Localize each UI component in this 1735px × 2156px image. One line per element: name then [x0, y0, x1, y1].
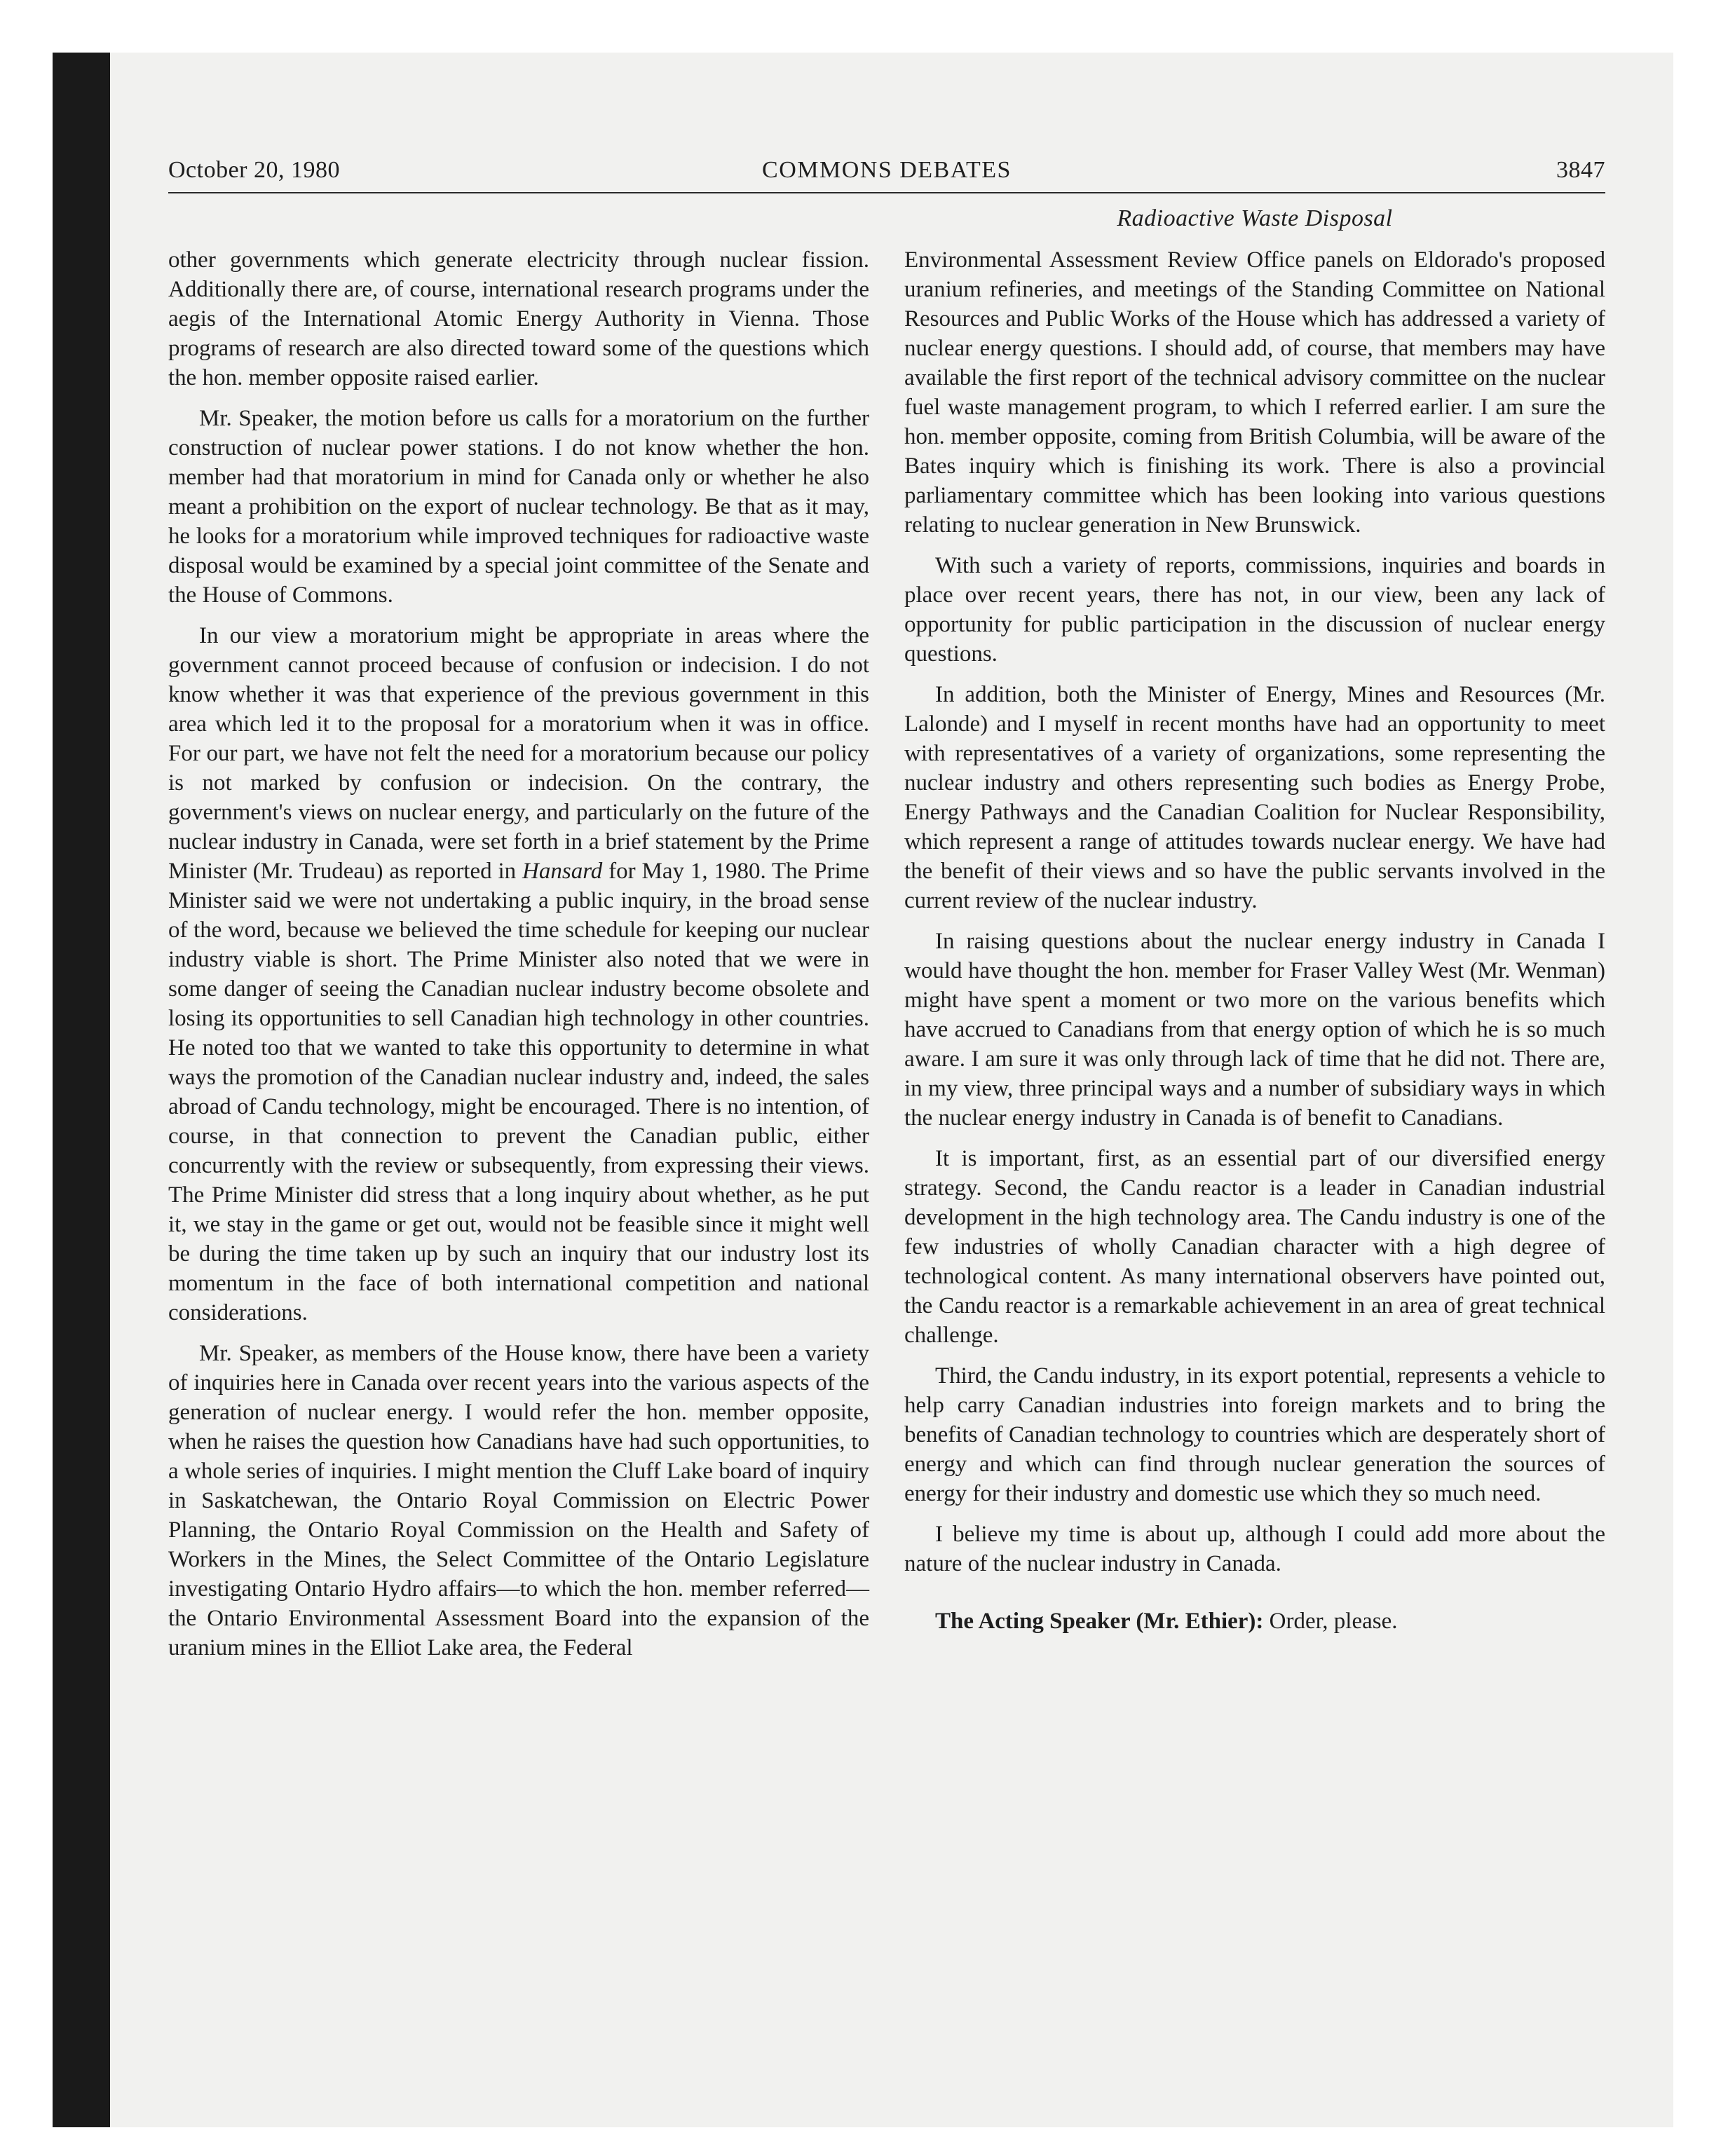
subject-heading: Radioactive Waste Disposal [1117, 205, 1393, 231]
header-page-number: 3847 [1556, 157, 1605, 183]
speaker-name: The Acting Speaker (Mr. Ethier): [935, 1609, 1264, 1634]
paragraph: I believe my time is about up, although I could add more about the nature of the nuclear industry in Canada. [904, 1522, 1605, 1576]
paragraph: In addition, both the Minister of Energy, Mines and Resources (Mr. Lalonde) and I myself in recent months have had an opportunity to meet with representatives of a variety of organizations, some representing the nuclear industry and others representing such bodies as Energy Probe, Energy Pathways and the Canadian Coalition for Nuclear Responsibility, which represent a range of attitudes towards nuclear energy. We have had the benefit of their views and so have the public servants involved in the current review of the nuclear industry. [904, 682, 1605, 913]
paragraph: Mr. Speaker, the motion before us calls for a moratorium on the further construction of nuclear power stations. I do not know whether the hon. member had that moratorium in mind for Canada only or whether he also meant a prohibition on the export of nuclear technology. Be that as it may, he looks for a moratorium while improved techniques for radioactive waste disposal would be examined by a special joint committee of the Senate and the House of Commons. [168, 406, 869, 608]
paragraph: Mr. Speaker, as members of the House know, there have been a variety of inquiries here in Canada over recent years into the various aspects of the generation of nuclear energy. I would refer the hon. member opposite, when he raises the question how Canadians have had such opportunities, to a whole series of inquiries. I might mention the Cluff Lake board of inquiry in Saskatchewan, the Ontario Royal Commission on Electric Power Planning, the Ontario Royal Commission on the Health and Safety of Workers in the Mines, the Select Committee of the Ontario Legislature investigating Ontario Hydro affairs—to which the hon. member referred—the Ontario Environmental Assessment Board into the expansion of the uranium mines in the Elliot Lake area, the Federal [168, 1341, 869, 1660]
paragraph: In raising questions about the nuclear energy industry in Canada I would have thought the hon. member for Fraser Valley West (Mr. Wenman) might have spent a moment or two more on the various benefits which have accrued to Canadians from that energy option of which he is so much aware. I am sure it was only through lack of time that he did not. There are, in my view, three principal ways and a number of subsidiary ways in which the nuclear energy industry in Canada is of benefit to Canadians. [904, 929, 1605, 1131]
paragraph-text: In our view a moratorium might be appropriate in areas where the government cannot proceed because of confusion or indecision. I do not know whether it was that experience of the previous government in this area which led it to the proposal for a moratorium when it was in office. For our part, we have not felt the need for a moratorium because our policy is not marked by confusion or indecision. On the contrary, the government's views on nuclear energy, and particularly on the future of the nuclear industry in Canada, were set forth in a brief statement by the Prime Minister (Mr. Trudeau) as reported in [168, 623, 869, 884]
paragraph: Environmental Assessment Review Office panels on Eldorado's proposed uranium refineries, and meetings of the Standing Committee on National Resources and Public Works of the House which has addressed a variety of nuclear energy questions. I should add, of course, that members may have available the first report of the technical advisory committee on the nuclear fuel waste management program, to which I referred earlier. I am sure the hon. member opposite, coming from British Columbia, will be aware of the Bates inquiry which is finishing its work. There is also a provincial parliamentary committee which has been looking into various questions relating to nuclear generation in New Brunswick. [904, 247, 1605, 538]
header-date: October 20, 1980 [168, 157, 341, 183]
paragraph: It is important, first, as an essential part of our diversified energy strategy. Second, the Candu reactor is a leader in Canadian industrial development in the high technology area. The Candu industry is one of the few industries of wholly Canadian character with a high degree of technological content. As many international observers have pointed out, the Candu reactor is a remarkable achievement in an area of great technical challenge. [904, 1146, 1605, 1348]
speaker-line [904, 1606, 1605, 1636]
hansard-reference: Hansard [522, 859, 603, 884]
right-column [904, 245, 1605, 1647]
page-header [168, 154, 1605, 193]
left-column [168, 245, 869, 1674]
paragraph: other governments which generate electricity through nuclear fission. Additionally there are, of course, international research programs under the aegis of the International Atomic Energy Authority in Vienna. Those programs of research are also directed toward some of the questions which the hon. member opposite raised earlier. [168, 247, 869, 390]
scan-edge [53, 53, 110, 2127]
speaker-text: Order, please. [1263, 1609, 1398, 1634]
paragraph [168, 621, 869, 1328]
paragraph: With such a variety of reports, commissions, inquiries and boards in place over recent years, there has not, in our view, been any lack of opportunity for public participation in the discussion of nuclear energy questions. [904, 553, 1605, 667]
paragraph: Third, the Candu industry, in its export potential, represents a vehicle to help carry Canadian industries into foreign markets and to bring the benefits of Canadian technology to countries which are desperately short of energy and which can find through nuclear generation the sources of energy for their industry and domestic use which they so much need. [904, 1363, 1605, 1506]
header-title: COMMONS DEBATES [762, 157, 1012, 183]
paragraph-text: for May 1, 1980. The Prime Minister said we were not undertaking a public inquiry, in the broad sense of the word, because we believed the time schedule for keeping our nuclear industry viable is short. The Prime Minister also noted that we were in some danger of seeing the Canadian nuclear industry become obsolete and losing its opportunities to sell Canadian high technology in other countries. He noted too that we wanted to take this opportunity to determine in what ways the promotion of the Canadian nuclear industry and, indeed, the sales abroad of Candu technology, might be encouraged. There is no intention, of course, in that connection to prevent the Canadian public, either concurrently with the review or subsequently, from expressing their views. The Prime Minister did stress that a long inquiry about whether, as he put it, we stay in the game or get out, would not be feasible since it might well be during the time taken up by such an inquiry that our industry lost its momentum in the face of both international competition and national considerations. [168, 859, 869, 1325]
